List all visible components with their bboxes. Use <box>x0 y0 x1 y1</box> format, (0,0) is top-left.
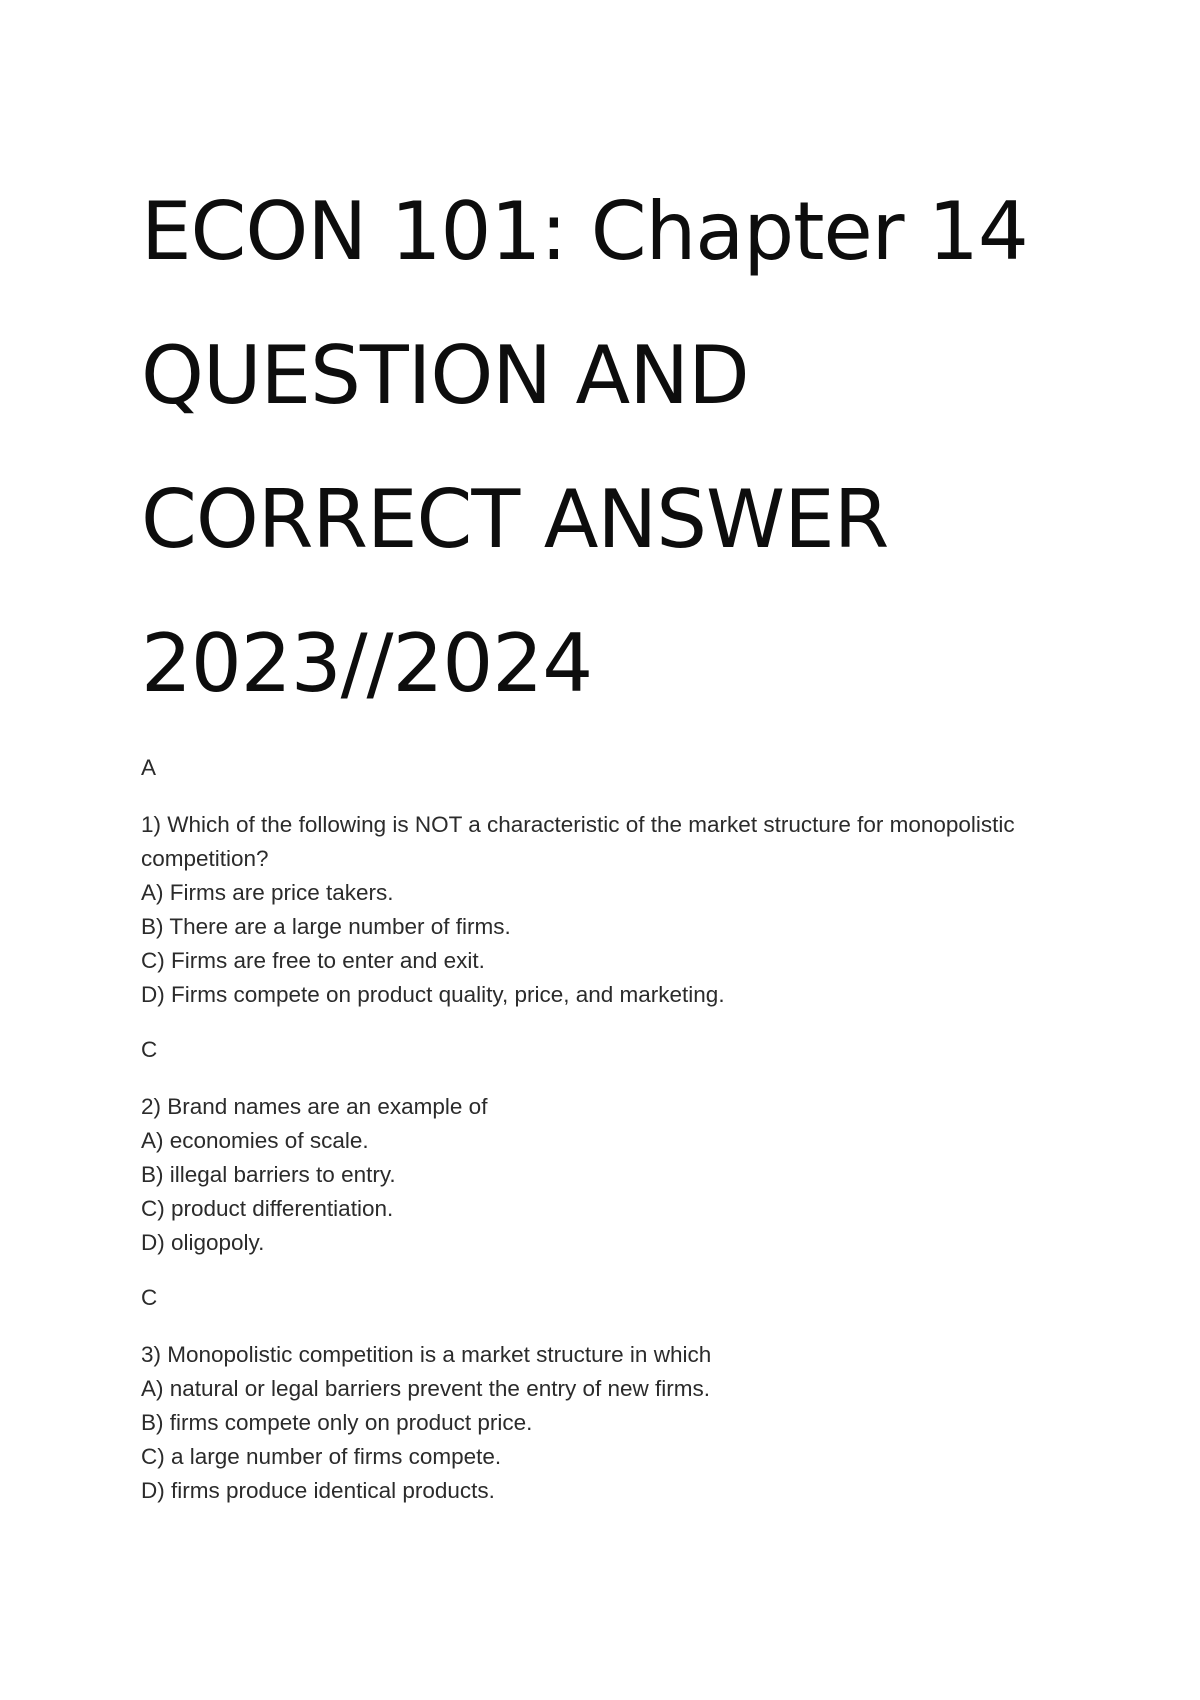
correct-answer: A <box>141 755 157 780</box>
answer-option: B) illegal barriers to entry. <box>141 1162 396 1187</box>
title-line: QUESTION AND <box>141 329 749 422</box>
question-block-2 <box>141 1035 1101 1260</box>
answer-option: C) product differentiation. <box>141 1196 394 1221</box>
answer-option: A) economies of scale. <box>141 1128 369 1153</box>
answer-option: A) Firms are price takers. <box>141 880 394 905</box>
correct-answer: C <box>141 1037 158 1062</box>
question-text: 1) Which of the following is NOT a characteristic of the market structure for monopolistic competition? <box>141 812 1015 871</box>
answer-option: C) Firms are free to enter and exit. <box>141 948 485 973</box>
answer-option: D) firms produce identical products. <box>141 1478 495 1503</box>
answer-option: A) natural or legal barriers prevent the entry of new firms. <box>141 1376 710 1401</box>
question-block-3 <box>141 1283 1101 1508</box>
title-line: 2023//2024 <box>141 617 593 710</box>
document-title <box>141 160 1141 736</box>
question-block-1 <box>141 753 1101 1012</box>
correct-answer: C <box>141 1285 158 1310</box>
question-text: 3) Monopolistic competition is a market structure in which <box>141 1342 712 1367</box>
answer-option: C) a large number of firms compete. <box>141 1444 502 1469</box>
answer-option: D) Firms compete on product quality, price, and marketing. <box>141 982 725 1007</box>
answer-option: B) There are a large number of firms. <box>141 914 511 939</box>
answer-option: B) firms compete only on product price. <box>141 1410 533 1435</box>
answer-option: D) oligopoly. <box>141 1230 265 1255</box>
title-line: ECON 101: Chapter 14 <box>141 185 1028 278</box>
title-line: CORRECT ANSWER <box>141 473 889 566</box>
question-text: 2) Brand names are an example of <box>141 1094 488 1119</box>
